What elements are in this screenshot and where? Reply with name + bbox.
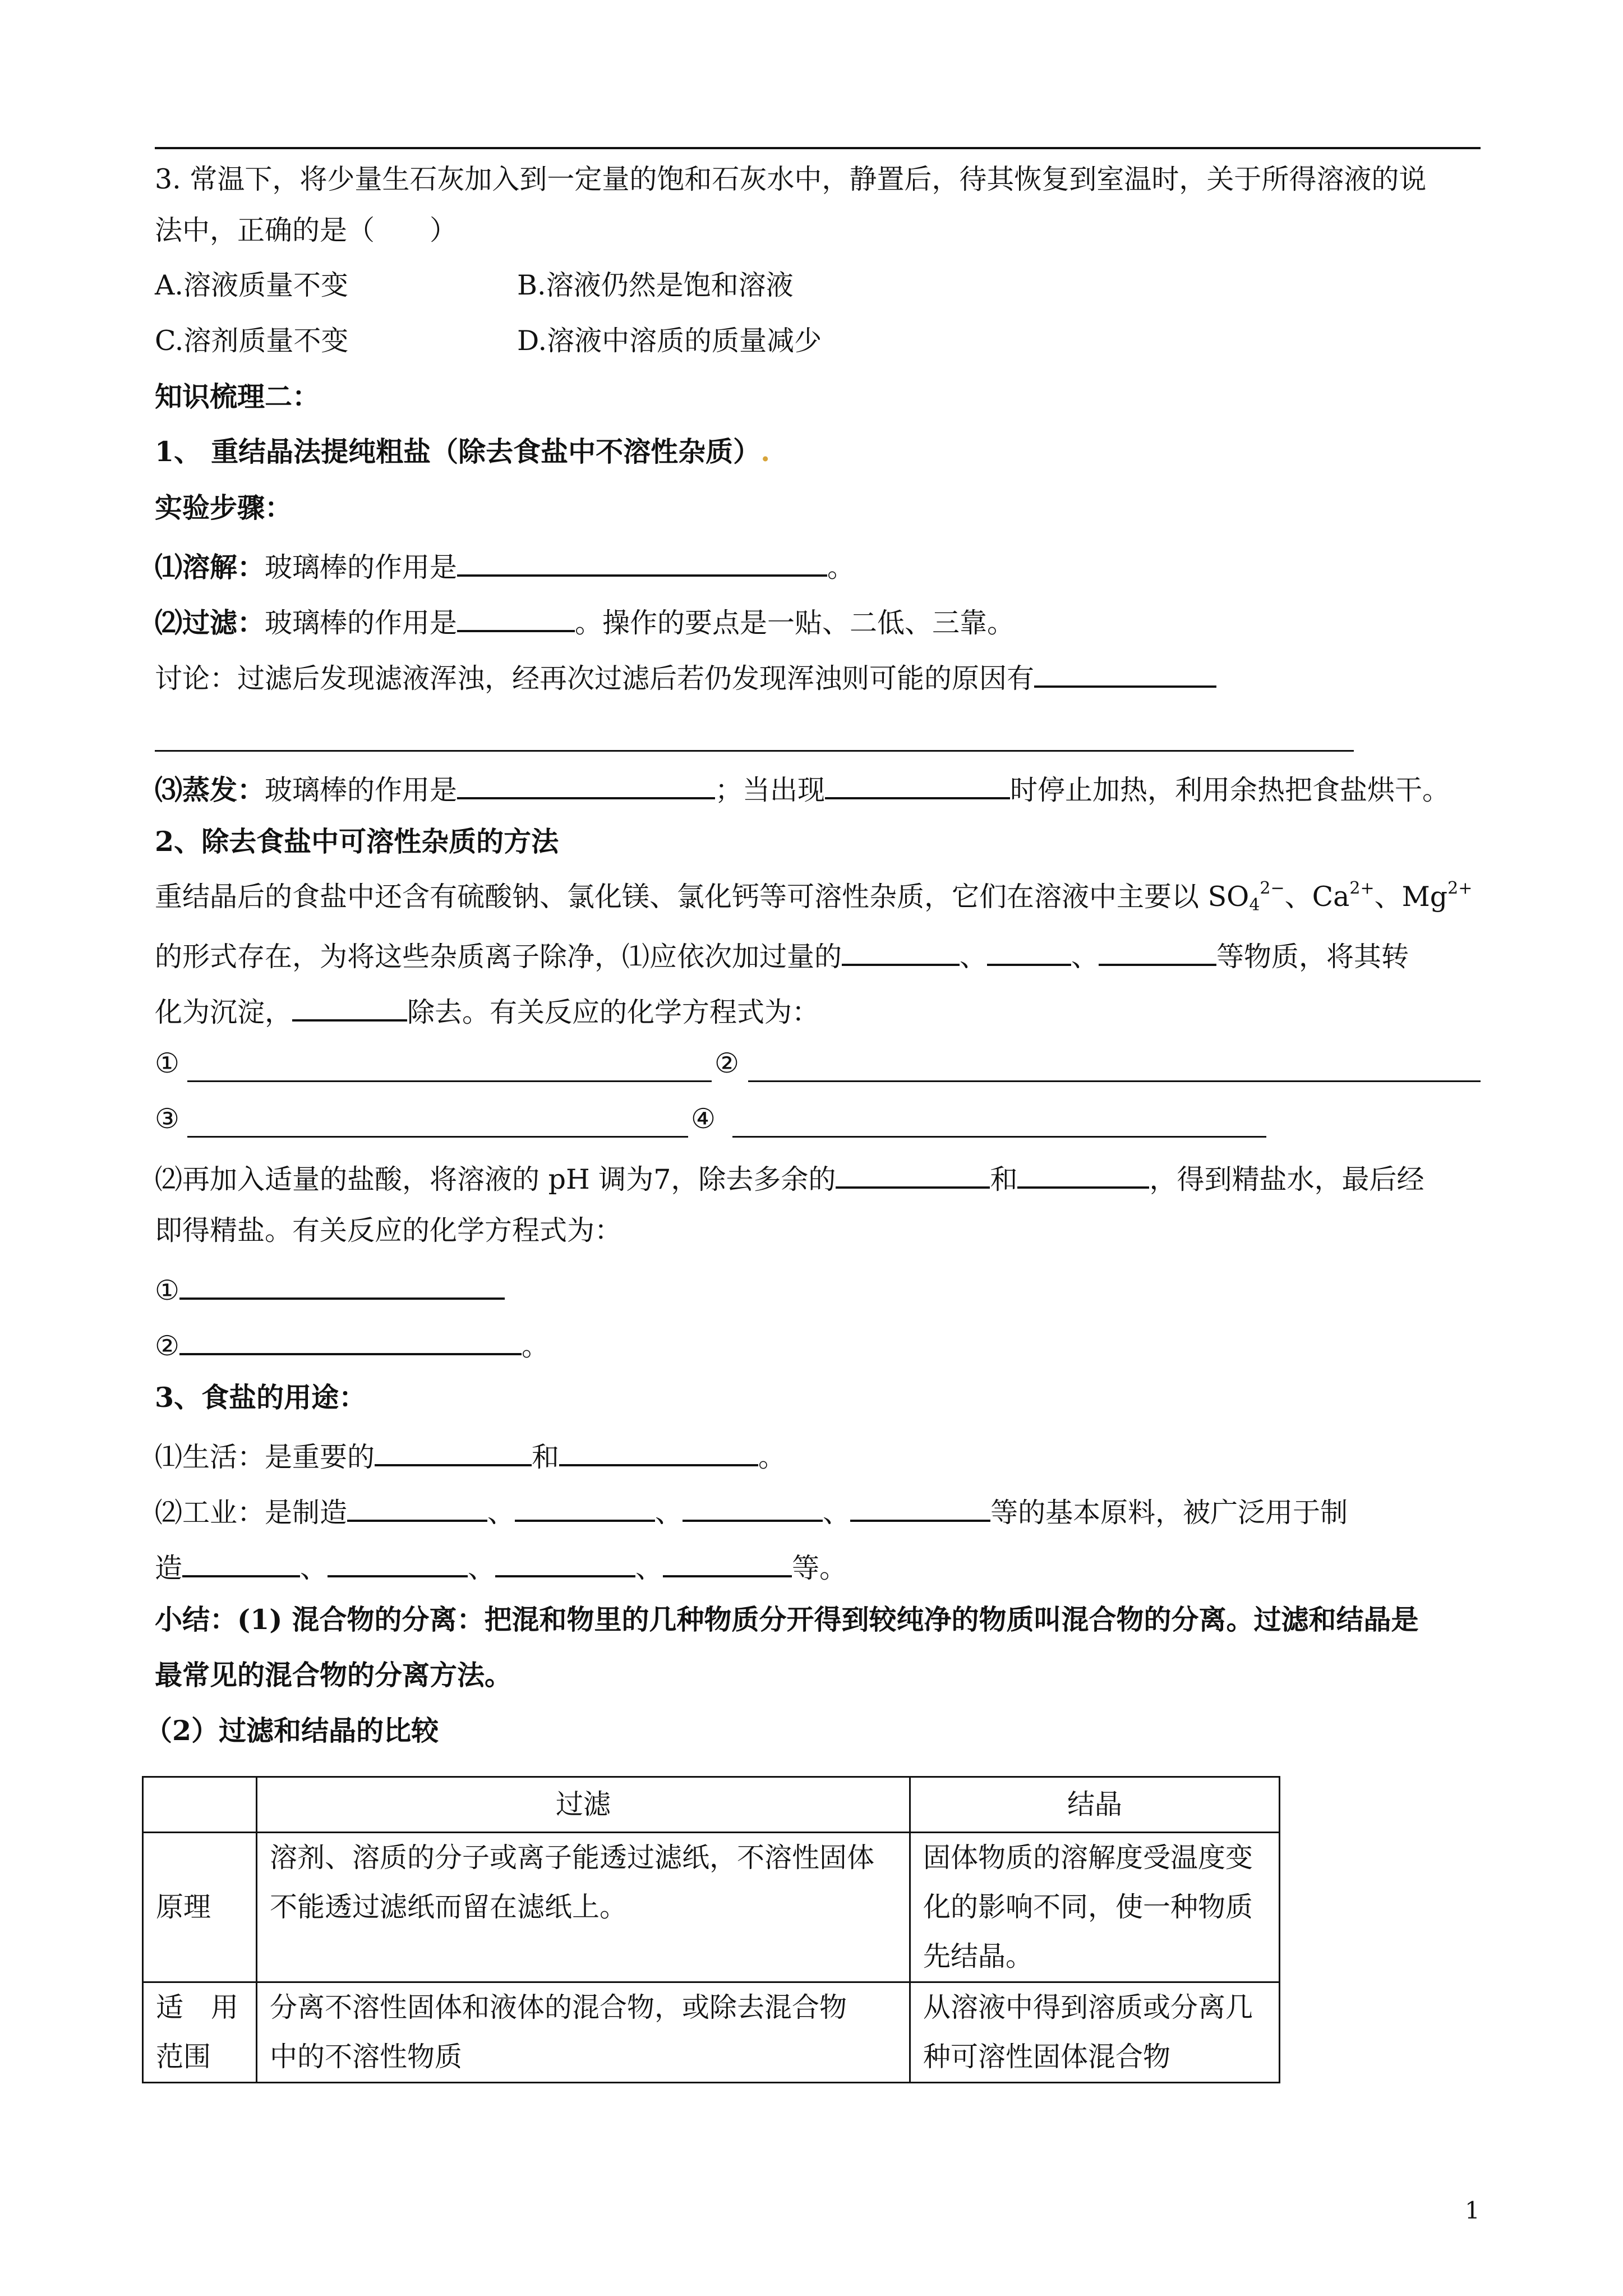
row-principle-filter: 溶剂、溶质的分子或离子能透过滤纸，不溶性固体 不能透过滤纸而留在滤纸上。 [257, 1833, 910, 1982]
blank-line [515, 1492, 655, 1522]
option-a: A.溶液质量不变 [155, 269, 348, 301]
equation-1-line [187, 1080, 712, 1082]
blank-line [842, 936, 960, 966]
table-row [143, 1982, 1280, 2083]
blank-line [179, 1325, 522, 1355]
blank-line [457, 769, 715, 799]
header-crystal: 结晶 [910, 1777, 1280, 1833]
table-corner-cell [143, 1777, 257, 1833]
item-3-title: 3、食盐的用途： [155, 1381, 367, 1414]
item-1-title: 1、 重结晶法提纯粗盐（除去食盐中不溶性杂质）. [155, 435, 771, 468]
blank-line [836, 1158, 990, 1189]
equation-4-line [732, 1136, 1266, 1138]
blank-line [1017, 1158, 1149, 1189]
step-dissolve: ⑴溶解：玻璃棒的作用是 。 [155, 546, 855, 585]
question-3-line-2: 法中，正确的是（ ） [155, 214, 458, 246]
paragraph-line-3: 化为沉淀， 除去。有关反应的化学方程式为： [155, 991, 819, 1029]
header-rule [155, 147, 1481, 149]
step-evaporate: ⑶蒸发：玻璃棒的作用是 ；当出现 时停止加热，利用余热把食盐烘干。 [155, 769, 1450, 807]
header-filter: 过滤 [257, 1777, 910, 1833]
blank-line [457, 602, 575, 632]
blank-line [179, 1269, 505, 1300]
comparison-table [142, 1776, 1280, 2083]
summary-line-2: 最常见的混合物的分离方法。 [155, 1659, 513, 1691]
equation-3: ③ [155, 1103, 179, 1135]
row-principle-head: 原理 [143, 1833, 257, 1982]
discussion: 讨论：过滤后发现滤液浑浊，经再次过滤后若仍发现浑浊则可能的原因有 [155, 657, 1216, 696]
table-row [143, 1833, 1280, 1982]
blank-line [457, 546, 827, 577]
steps-label: 实验步骤： [155, 491, 293, 524]
use-daily-life: ⑴生活：是重要的 和 。 [155, 1436, 786, 1474]
option-b: B.溶液仍然是饱和溶液 [517, 269, 794, 301]
blank-line [559, 1436, 758, 1466]
page-number: 1 [1465, 2197, 1480, 2224]
summary-line-1: 小结：(1) 混合物的分离：把混和物里的几种物质分开得到较纯净的物质叫混合物的分离。过滤和结晶是 [155, 1603, 1419, 1636]
section-heading: 知识梳理二： [155, 380, 320, 413]
row-scope-head: 适 用 范围 [143, 1982, 257, 2083]
blank-line [1099, 936, 1216, 966]
equation-5: ① [155, 1269, 505, 1308]
blank-line [987, 936, 1071, 966]
paragraph-line-2: 的形式存在，为将这些杂质离子除净，⑴应依次加过量的 、 、 等物质，将其转 [155, 936, 1409, 974]
blank-line [375, 1436, 532, 1466]
blank-line [495, 1547, 635, 1577]
use-industry: ⑵工业：是制造 、 、 、 等的基本原料，被广泛用于制 [155, 1492, 1348, 1530]
equation-6: ② 。 [155, 1325, 549, 1363]
blank-line [347, 1492, 487, 1522]
item-2-title: 2、除去食盐中可溶性杂质的方法 [155, 825, 559, 858]
answer-rule [155, 750, 1354, 752]
option-d: D.溶液中溶质的质量减少 [517, 325, 822, 357]
row-scope-filter: 分离不溶性固体和液体的混合物，或除去混合物 中的不溶性物质 [257, 1982, 910, 2083]
paragraph-line-1: 重结晶后的食盐中还含有硫酸钠、氯化镁、氯化钙等可溶性杂质，它们在溶液中主要以 $SO_4^{2-}$、$Ca^{2+}$、$Mg^{2+}$ [155, 878, 1473, 915]
question-3-line-1: 3. 常温下，将少量生石灰加入到一定量的饱和石灰水中，静置后，待其恢复到室温时，关于所得溶液的说 [155, 163, 1427, 195]
blank-line [663, 1547, 792, 1577]
compare-title: （2）过滤和结晶的比较 [145, 1714, 439, 1747]
equation-2-line [748, 1080, 1481, 1082]
blank-line [292, 991, 407, 1022]
equation-2: ② [714, 1047, 739, 1079]
blank-line [182, 1547, 300, 1577]
blank-line [328, 1547, 468, 1577]
blank-line [1034, 657, 1216, 688]
blank-line [850, 1492, 990, 1522]
equation-3-line [187, 1136, 688, 1138]
paragraph-line-5: 即得精盐。有关反应的化学方程式为： [155, 1214, 623, 1246]
use-manufacture: 造 、 、 、 等。 [155, 1547, 847, 1585]
blank-line [683, 1492, 823, 1522]
paragraph-line-4: ⑵再加入适量的盐酸，将溶液的 pH 调为7，除去多余的 和 ，得到精盐水，最后经 [155, 1158, 1424, 1197]
row-principle-crystal: 固体物质的溶解度受温度变 化的影响不同，使一种物质 先结晶。 [910, 1833, 1280, 1982]
equation-4: ④ [691, 1103, 716, 1135]
option-c: C.溶剂质量不变 [155, 325, 349, 357]
table-header-row [143, 1777, 1280, 1833]
step-filter: ⑵过滤：玻璃棒的作用是 。操作的要点是一贴、二低、三靠。 [155, 602, 1015, 640]
row-scope-crystal: 从溶液中得到溶质或分离几 种可溶性固体混合物 [910, 1982, 1280, 2083]
blank-line [825, 769, 1010, 799]
equation-1: ① [155, 1047, 179, 1079]
